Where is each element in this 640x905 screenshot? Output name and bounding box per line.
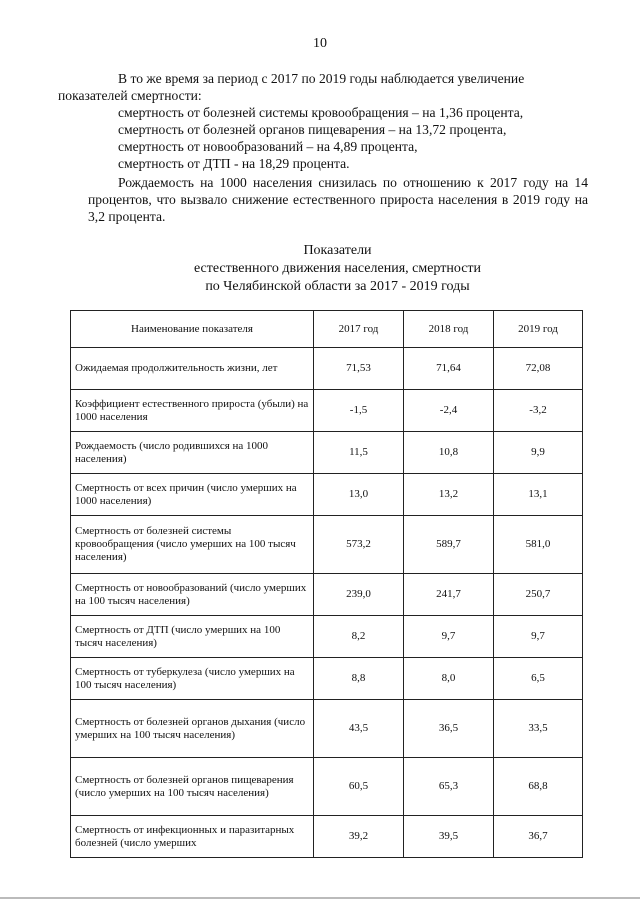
- value-2019: 36,7: [494, 816, 583, 858]
- column-header: 2019 год: [494, 311, 583, 348]
- value-2019: 581,0: [494, 516, 583, 574]
- indicator-name: Смертность от всех причин (число умерших на 1000 населения): [71, 474, 314, 516]
- indicator-name: Смертность от ДТП (число умерших на 100 тысяч населения): [71, 616, 314, 658]
- value-2017: 71,53: [314, 348, 404, 390]
- value-2017: 13,0: [314, 474, 404, 516]
- table-row: [71, 658, 583, 700]
- table-title-line-3: по Челябинской области за 2017 - 2019 годы: [205, 279, 470, 294]
- value-2019: 13,1: [494, 474, 583, 516]
- value-2019: 72,08: [494, 348, 583, 390]
- mortality-item: смертность от болезней системы кровообращения – на 1,36 процента,: [118, 105, 524, 120]
- indicator-name: Смертность от болезней системы кровообращения (число умерших на 100 тысяч населения): [71, 516, 314, 574]
- table-row: [71, 390, 583, 432]
- value-2019: 33,5: [494, 700, 583, 758]
- table-title-line-1: Показатели: [303, 243, 372, 258]
- value-2019: 9,7: [494, 616, 583, 658]
- table-row: [71, 474, 583, 516]
- value-2017: 60,5: [314, 758, 404, 816]
- indicator-name: Рождаемость (число родившихся на 1000 населения): [71, 432, 314, 474]
- value-2018: 13,2: [404, 474, 494, 516]
- value-2018: 589,7: [404, 516, 494, 574]
- value-2018: 10,8: [404, 432, 494, 474]
- value-2017: 8,8: [314, 658, 404, 700]
- mortality-item: смертность от ДТП - на 18,29 процента.: [118, 156, 350, 171]
- value-2017: -1,5: [314, 390, 404, 432]
- column-header: Наименование показателя: [71, 311, 314, 348]
- value-2018: 65,3: [404, 758, 494, 816]
- indicator-name: Смертность от болезней органов дыхания (число умерших на 100 тысяч населения): [71, 700, 314, 758]
- table-row: [71, 700, 583, 758]
- mortality-item: смертность от новообразований – на 4,89 процента,: [118, 139, 418, 154]
- indicator-name: Смертность от инфекционных и паразитарных болезней (число умерших: [71, 816, 314, 858]
- value-2019: 250,7: [494, 574, 583, 616]
- value-2019: 68,8: [494, 758, 583, 816]
- column-header: 2017 год: [314, 311, 404, 348]
- indicator-name: Ожидаемая продолжительность жизни, лет: [71, 348, 314, 390]
- value-2019: 6,5: [494, 658, 583, 700]
- table-row: [71, 816, 583, 858]
- table-row: [71, 574, 583, 616]
- table-row: [71, 516, 583, 574]
- indicator-name: Смертность от болезней органов пищеварения (число умерших на 100 тысяч населения): [71, 758, 314, 816]
- table-row: [71, 348, 583, 390]
- value-2017: 8,2: [314, 616, 404, 658]
- table-row: [71, 758, 583, 816]
- indicator-name: Смертность от туберкулеза (число умерших на 100 тысяч населения): [71, 658, 314, 700]
- intro-paragraph: [58, 70, 588, 104]
- table-header-row: [71, 311, 583, 348]
- value-2018: 8,0: [404, 658, 494, 700]
- birth-rate-paragraph: Рождаемость на 1000 населения снизилась по отношению к 2017 году на 14 процентов, что вызвало снижение естественного прироста населения в 2019 году на 3,2 процента.: [88, 175, 588, 224]
- table-title-line-2: естественного движения населения, смертности: [193, 261, 482, 276]
- value-2018: 71,64: [404, 348, 494, 390]
- value-2017: 11,5: [314, 432, 404, 474]
- intro-line-1: В то же время за период с 2017 по 2019 годы наблюдается увеличение: [118, 71, 525, 86]
- value-2017: 39,2: [314, 816, 404, 858]
- value-2019: 9,9: [494, 432, 583, 474]
- value-2018: 241,7: [404, 574, 494, 616]
- mortality-item: смертность от болезней органов пищеварения – на 13,72 процента,: [118, 122, 507, 137]
- column-header: 2018 год: [404, 311, 494, 348]
- value-2018: 36,5: [404, 700, 494, 758]
- scan-edge-divider: [0, 897, 640, 899]
- indicator-name: Коэффициент естественного прироста (убыли) на 1000 населения: [71, 390, 314, 432]
- indicator-name: Смертность от новообразований (число умерших на 100 тысяч населения): [71, 574, 314, 616]
- value-2017: 573,2: [314, 516, 404, 574]
- value-2019: -3,2: [494, 390, 583, 432]
- indicators-table: [70, 310, 583, 858]
- value-2018: 39,5: [404, 816, 494, 858]
- page-number: 10: [313, 36, 327, 51]
- intro-line-2: показателей смертности:: [58, 88, 202, 103]
- value-2018: -2,4: [404, 390, 494, 432]
- value-2017: 239,0: [314, 574, 404, 616]
- value-2017: 43,5: [314, 700, 404, 758]
- value-2018: 9,7: [404, 616, 494, 658]
- table-row: [71, 616, 583, 658]
- table-row: [71, 432, 583, 474]
